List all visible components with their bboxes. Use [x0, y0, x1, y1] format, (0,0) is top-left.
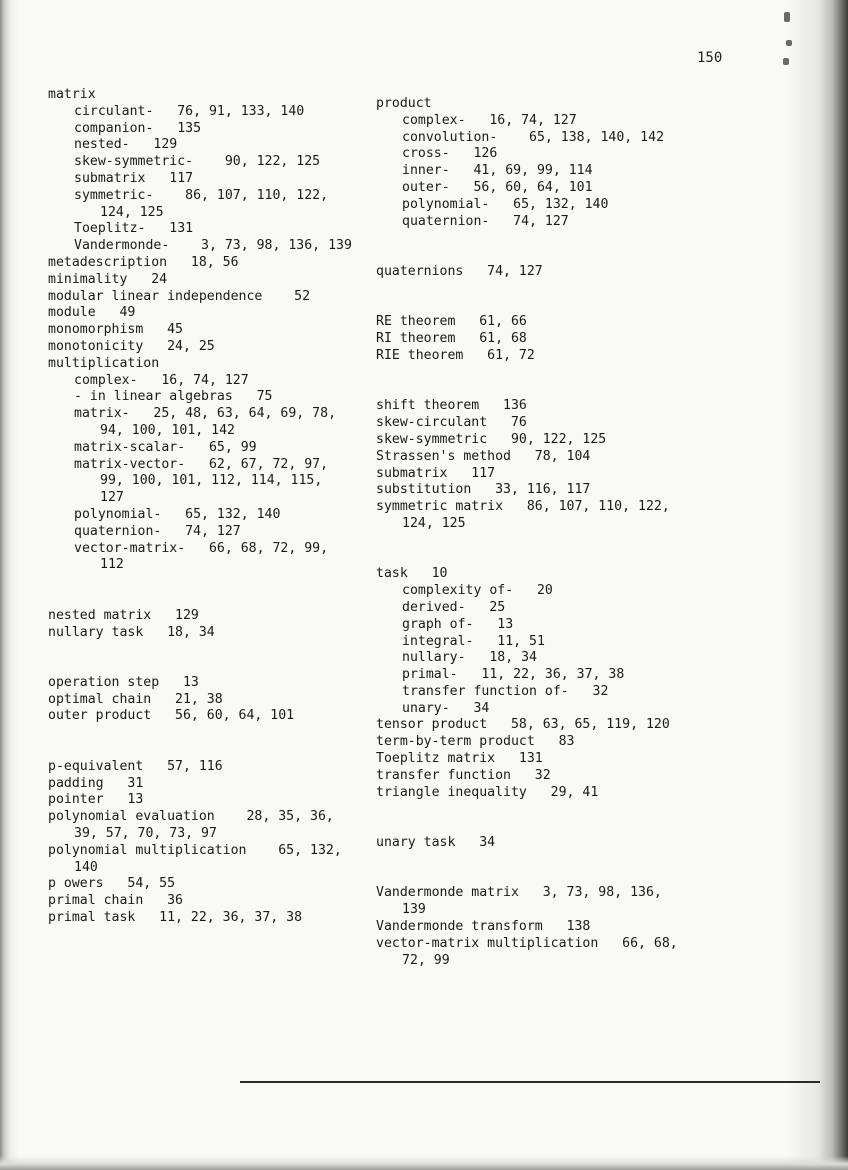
index-entry: outer product 56, 60, 64, 101: [48, 708, 295, 724]
index-entry: monotonicity 24, 25: [48, 338, 215, 354]
index-subentry: convolution- 65, 138, 140, 142: [402, 129, 665, 145]
index-entry: p-equivalent 57, 116: [48, 758, 223, 774]
index-entry: RI theorem 61, 68: [376, 331, 527, 347]
index-subentry: Toeplitz- 131: [74, 221, 194, 237]
index-entry: optimal chain 21, 38: [48, 691, 223, 707]
index-entry: polynomial evaluation 28, 35, 36,: [48, 809, 334, 825]
index-subentry: polynomial- 65, 132, 140: [402, 196, 609, 212]
index-subentry: complex- 16, 74, 127: [402, 112, 577, 128]
index-subentry: 72, 99: [402, 952, 450, 968]
page-left-shadow: [0, 0, 18, 1170]
index-subentry: transfer function of- 32: [402, 683, 609, 699]
index-entry: RE theorem 61, 66: [376, 314, 527, 330]
index-entry: RIE theorem 61, 72: [376, 347, 535, 363]
index-entry: transfer function 32: [376, 767, 551, 783]
page-bottom-shadow: [0, 1156, 848, 1170]
index-subentry: outer- 56, 60, 64, 101: [402, 179, 593, 195]
index-subentry: unary- 34: [402, 700, 490, 716]
index-entry: task 10: [376, 566, 448, 582]
index-subentry: nested- 129: [74, 137, 178, 153]
index-subentry: integral- 11, 51: [402, 633, 545, 649]
index-entry: primal chain 36: [48, 893, 183, 909]
index-subentry: matrix- 25, 48, 63, 64, 69, 78,: [74, 406, 337, 422]
index-subentry: Vandermonde- 3, 73, 98, 136, 139: [74, 238, 352, 254]
section-gap: [376, 852, 706, 886]
section-gap: [48, 725, 378, 759]
index-subentry: 94, 100, 101, 142: [100, 422, 235, 438]
index-subentry: matrix-scalar- 65, 99: [74, 439, 257, 455]
index-subentry: 99, 100, 101, 112, 114, 115,: [100, 473, 323, 489]
index-entry: Strassen's method 78, 104: [376, 448, 591, 464]
section-gap: [376, 365, 706, 399]
index-entry: nested matrix 129: [48, 607, 199, 623]
index-subentry: complexity of- 20: [402, 583, 553, 599]
index-subentry: derived- 25: [402, 599, 506, 615]
binding-mark: [786, 40, 792, 46]
index-entry: substitution 33, 116, 117: [376, 482, 591, 498]
index-entry: Toeplitz matrix 131: [376, 751, 543, 767]
index-column-left: [48, 87, 378, 927]
index-entry: tensor product 58, 63, 65, 119, 120: [376, 717, 670, 733]
footer-rule: [240, 1081, 820, 1083]
section-gap: [376, 533, 706, 567]
index-subentry: matrix-vector- 62, 67, 72, 97,: [74, 456, 329, 472]
index-entry: padding 31: [48, 775, 144, 791]
index-subentry: - in linear algebras 75: [74, 389, 273, 405]
index-entry: modular linear independence 52: [48, 288, 311, 304]
section-gap: [376, 281, 706, 315]
index-entry: primal task 11, 22, 36, 37, 38: [48, 910, 303, 926]
index-subentry: quaternion- 74, 127: [402, 213, 569, 229]
index-entry: Vandermonde transform 138: [376, 919, 591, 935]
index-entry: module 49: [48, 305, 136, 321]
page-right-shadow: [788, 0, 848, 1170]
section-gap: [376, 230, 706, 264]
index-subentry: 124, 125: [100, 204, 164, 220]
index-entry: triangle inequality 29, 41: [376, 784, 599, 800]
index-subentry: 140: [74, 859, 98, 875]
index-subentry: companion- 135: [74, 120, 202, 136]
index-subentry: graph of- 13: [402, 616, 514, 632]
index-entry: Vandermonde matrix 3, 73, 98, 136,: [376, 885, 662, 901]
index-entry: symmetric matrix 86, 107, 110, 122,: [376, 499, 670, 515]
index-entry: vector-matrix multiplication 66, 68,: [376, 935, 678, 951]
index-subentry: 39, 57, 70, 73, 97: [74, 826, 217, 842]
page-number: 150: [697, 50, 723, 66]
index-entry: matrix: [48, 87, 96, 102]
index-column-right: [376, 96, 706, 969]
index-subentry: quaternion- 74, 127: [74, 523, 241, 539]
index-subentry: inner- 41, 69, 99, 114: [402, 163, 593, 179]
binding-mark: [783, 58, 789, 65]
index-subentry: cross- 126: [402, 146, 498, 162]
index-subentry: submatrix 117: [74, 170, 194, 186]
index-entry: unary task 34: [376, 835, 496, 851]
index-subentry: primal- 11, 22, 36, 37, 38: [402, 667, 625, 683]
index-entry: product: [376, 96, 432, 111]
index-entry: submatrix 117: [376, 465, 496, 481]
index-entry: p owers 54, 55: [48, 876, 176, 892]
index-subentry: 112: [100, 557, 124, 573]
index-entry: skew-symmetric 90, 122, 125: [376, 431, 607, 447]
index-entry: minimality 24: [48, 271, 168, 287]
index-subentry: 139: [402, 902, 426, 918]
index-subentry: skew-symmetric- 90, 122, 125: [74, 154, 321, 170]
index-entry: shift theorem 136: [376, 398, 527, 414]
index-subentry: polynomial- 65, 132, 140: [74, 506, 281, 522]
index-subentry: 127: [100, 490, 124, 506]
index-subentry: symmetric- 86, 107, 110, 122,: [74, 187, 329, 203]
index-entry: multiplication: [48, 355, 160, 371]
index-entry: polynomial multiplication 65, 132,: [48, 842, 342, 858]
index-entry: skew-circulant 76: [376, 415, 527, 431]
index-entry: nullary task 18, 34: [48, 624, 215, 640]
index-subentry: nullary- 18, 34: [402, 650, 537, 666]
index-entry: pointer 13: [48, 792, 144, 808]
index-subentry: complex- 16, 74, 127: [74, 372, 249, 388]
index-entry: operation step 13: [48, 674, 199, 690]
section-gap: [48, 574, 378, 608]
section-gap: [376, 801, 706, 835]
index-entry: term-by-term product 83: [376, 734, 575, 750]
index-subentry: 124, 125: [402, 515, 466, 531]
index-entry: monomorphism 45: [48, 322, 183, 338]
index-entry: metadescription 18, 56: [48, 254, 239, 270]
binding-mark: [784, 12, 790, 22]
index-subentry: vector-matrix- 66, 68, 72, 99,: [74, 540, 329, 556]
index-subentry: circulant- 76, 91, 133, 140: [74, 103, 305, 119]
section-gap: [48, 641, 378, 675]
index-entry: quaternions 74, 127: [376, 263, 543, 279]
